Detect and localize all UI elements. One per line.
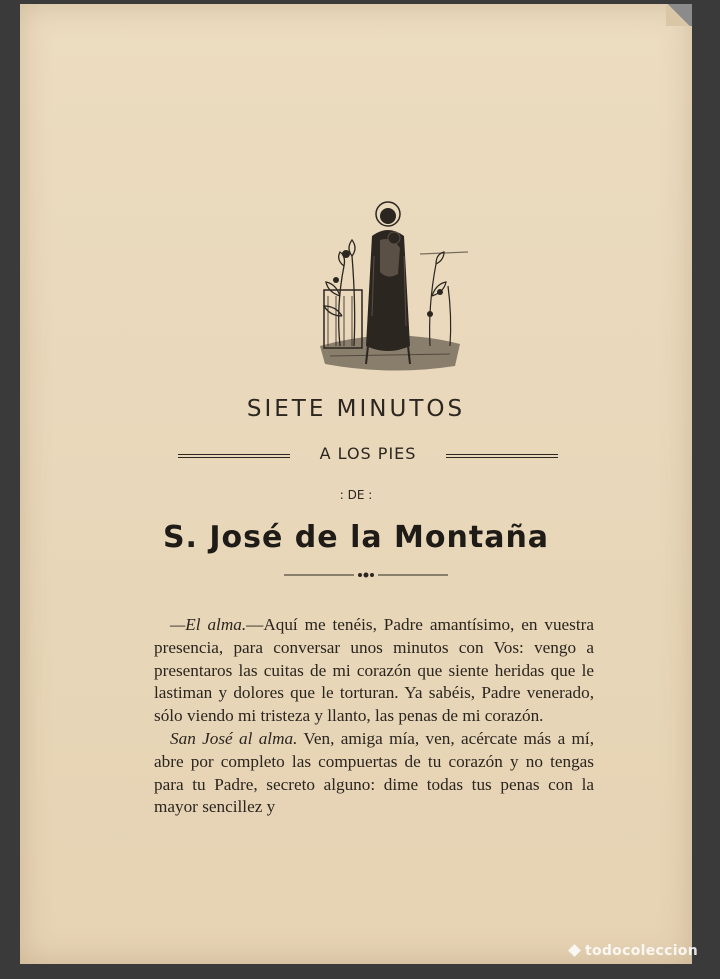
speaker-soul: —El alma. xyxy=(170,615,247,634)
document-subtitle: A LOS PIES xyxy=(319,444,417,463)
paragraph-soul xyxy=(154,614,594,728)
folded-corner xyxy=(666,4,692,26)
watermark xyxy=(570,943,698,959)
watermark-text: todocoleccion xyxy=(584,943,698,959)
paragraph-saint xyxy=(154,728,594,819)
saint-name-heading: S. José de la Montaña xyxy=(162,520,550,555)
preposition-de: : DE : xyxy=(339,488,373,502)
document-page xyxy=(20,4,692,964)
paragraph-soul-text: —Aquí me tenéis, Padre amantísimo, en vuestra presencia, para conversar unos minutos con Vos: vengo a presentaros las cuitas de mi corazón que siente heridas que le lastiman y dolores que le torturan. Ya sabéis, Padre venerado, sólo viendo mi tristeza y llanto, las penas de mi corazón. xyxy=(154,615,594,726)
speaker-saint: San José al alma. xyxy=(170,728,298,748)
watermark-diamond-icon xyxy=(568,944,581,957)
subtitle-row xyxy=(178,444,558,466)
paragraph-saint-text: Ven, amiga mía, ven, acércate más a mí, abre por completo las compuertas de tu corazón y no tengas para tu Padre, secreto alguno: dime todas tus penas con la mayor sencillez y xyxy=(154,728,594,817)
ornament-divider-icon xyxy=(284,570,448,580)
document-title: SIETE MINUTOS xyxy=(246,396,466,422)
saint-joseph-with-child-engraving-icon xyxy=(310,196,470,374)
body-text xyxy=(154,614,594,819)
right-double-rule xyxy=(446,454,558,455)
